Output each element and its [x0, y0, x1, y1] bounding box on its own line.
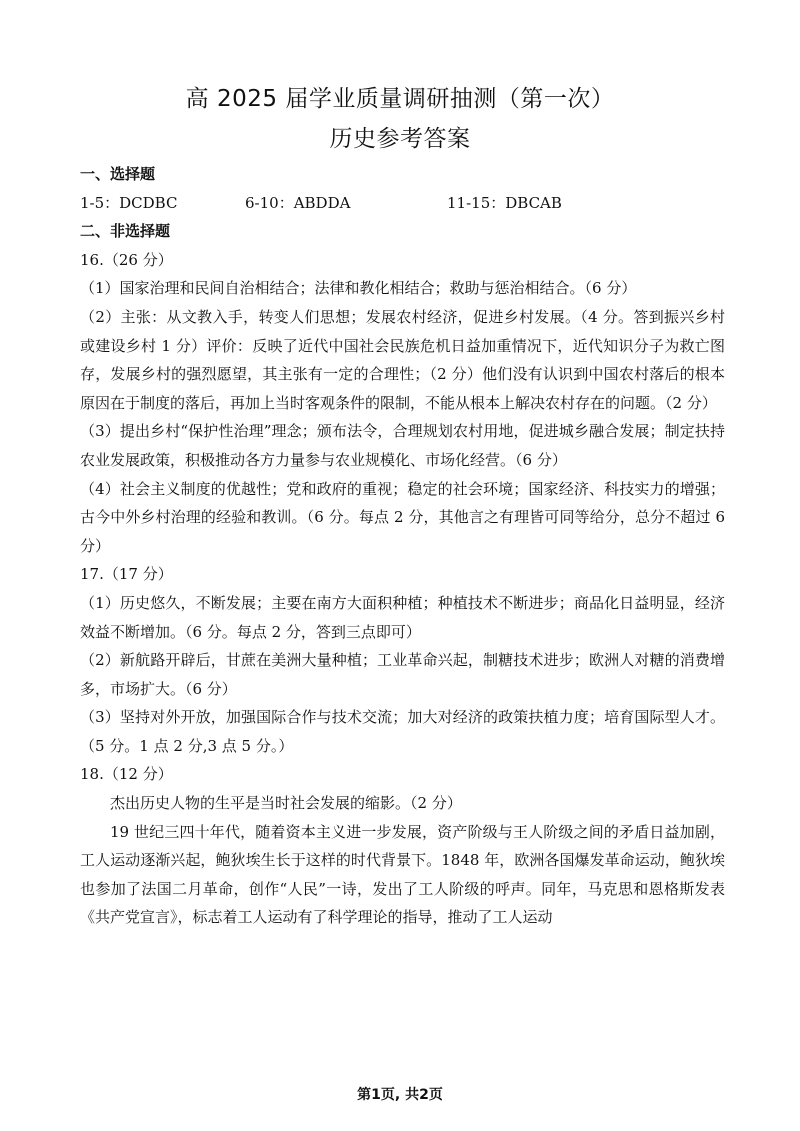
q16-answer-1: （1）国家治理和民间自治相结合；法律和教化相结合；救助与惩治相结合。（6 分） — [80, 279, 637, 298]
document-title: 高 2025 届学业质量调研抽测（第一次） — [185, 86, 615, 112]
question-18-label: 18.（12 分） — [80, 765, 173, 784]
q18-paragraph-1: 杰出历史人物的生平是当时社会发展的缩影。（2 分） — [110, 794, 462, 813]
choice-answer-1-5: 1-5：DCDBC — [80, 193, 178, 212]
q17-answer-1: （1）历史悠久，不断发展；主要在南方大面积种植；种植技术不断进步；商品化日益明显，经济效益不断增加。（6 分。每点 2 分，答到三点即可） — [80, 593, 725, 641]
answer-content — [80, 160, 725, 932]
document-subtitle: 历史参考答案 — [329, 126, 471, 152]
q17-answer-2: （2）新航路开辟后，甘蔗在美洲大量种植；工业革命兴起，制糖技术进步；欧洲人对糖的消费增多，市场扩大。（6 分） — [80, 651, 725, 698]
page-footer: 第1页, 共2页 — [357, 1087, 443, 1103]
q16-answer-4: （4）社会主义制度的优越性；党和政府的重视；稳定的社会环境；国家经济、科技实力的增强；古今中外乡村治理的经验和教训。（6 分。每点 2 分，其他言之有理皆可同等给分，总分不超过 6 分） — [80, 479, 725, 555]
q18-paragraph-2: 19 世纪三四十年代，随着资本主义进一步发展，资产阶级与王人阶级之间的矛盾日益加剧，工人运动逐渐兴起，鲍狄埃生长于这样的时代背景下。1848 年，欧洲各国爆发革命运动，鲍狄埃也参加了法国二月革命，创作“人民”一诗，发出了工人阶级的呼声。同年，马克思和恩格斯发表《共产党宣言》，标志着工人运动有了科学理论的指导，推动了工人运动 — [80, 822, 725, 927]
question-16-label: 16.（26 分） — [80, 250, 173, 269]
choice-answer-11-15: 11-15：DBCAB — [447, 193, 562, 212]
q17-answer-3: （3）坚持对外开放，加强国际合作与技术交流；加大对经济的政策扶植力度；培育国际型人才。（5 分。1 点 2 分,3 点 5 分。） — [80, 708, 725, 755]
choice-answers-row — [80, 189, 725, 218]
section-heading-nonchoice: 二、非选择题 — [80, 222, 171, 241]
q16-answer-3: （3）提出乡村“保护性治理”理念；颁布法令，合理规划农村用地，促进城乡融合发展；制定扶持农业发展政策，积极推动各方力量参与农业规模化、市场化经营。（6 分） — [80, 422, 725, 469]
choice-answer-6-10: 6-10：ABDDA — [245, 193, 351, 212]
question-17-label: 17.（17 分） — [80, 565, 173, 584]
q16-answer-2: （2）主张：从文教入手，转变人们思想；发展农村经济，促进乡村发展。（4 分。答到振兴乡村或建设乡村 1 分）评价：反映了近代中国社会民族危机日益加重情况下，近代知识分子为救亡图存，发展乡村的强烈愿望，其主张有一定的合理性；（2 分）他们没有认识到中国农村落后的根本原因在于制度的落后，再加上当时客观条件的限制，不能从根本上解决农村存在的问题。（2 分） — [80, 307, 725, 412]
section-heading-choice: 一、选择题 — [80, 165, 156, 183]
